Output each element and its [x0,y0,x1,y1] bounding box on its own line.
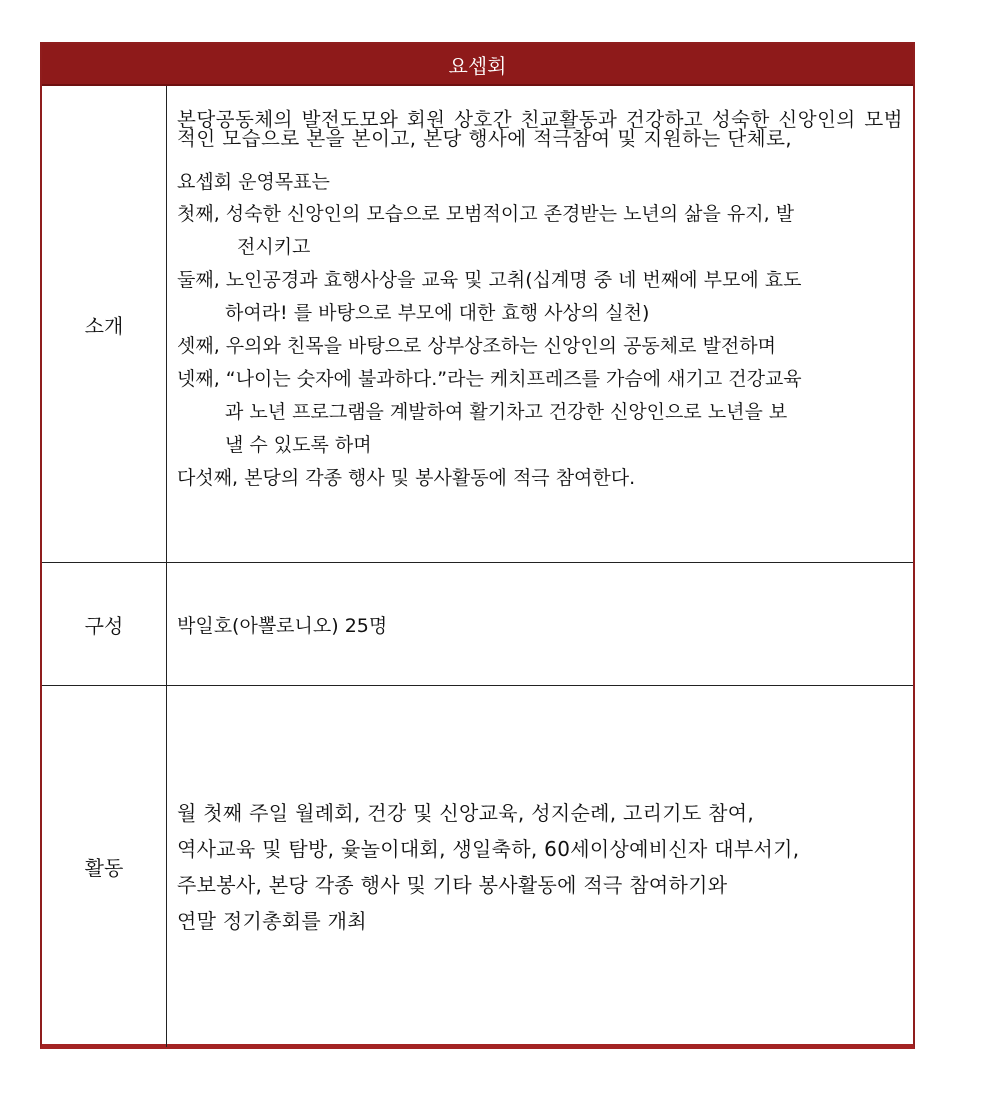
activity-line: 월 첫째 주일 월례회, 건강 및 신앙교육, 성지순례, 고리기도 참여, [177,800,755,825]
activities-row [42,685,913,1047]
goal-continuation: 전시키고 [237,236,311,258]
goal-item [177,330,903,363]
intro-row [42,86,913,562]
goal-text: 셋째, 우의와 친목을 바탕으로 상부상조하는 신앙인의 공동체로 발전하며 [177,335,776,357]
goal-text: 둘째, 노인공경과 효행사상을 교육 및 고취(십계명 중 네 번째에 부모에 효도 [177,269,802,291]
goal-item [177,198,903,264]
goal-item [177,264,903,330]
goal-continuation: 하여라! 를 바탕으로 부모에 대한 효행 사상의 실천) [225,302,650,324]
activities-wrap [177,686,903,1047]
goal-item [177,363,903,462]
goal-continuation: 과 노년 프로그램을 계발하여 활기차고 건강한 신앙인으로 노년을 보 [225,401,788,423]
activities-content [167,686,913,1047]
goal-continuation: 낼 수 있도록 하며 [225,434,372,456]
goal-text: 다섯째, 본당의 각종 행사 및 봉사활동에 적극 참여한다. [177,467,636,489]
table-header [42,44,913,86]
composition-text: 박일호(아뽈로니오) 25명 [177,614,388,637]
intro-content [167,86,913,562]
composition-row [42,562,913,685]
activity-line: 역사교육 및 탐방, 윷놀이대회, 생일축하, 60세이상예비신자 대부서기, [177,836,800,861]
composition-content [167,563,913,685]
intro-paragraph: 본당공동체의 발전도모와 회원 상호간 친교활동과 건강하고 성숙한 신앙인의 모범적인 모습으로 본을 본이고, 본당 행사에 적극참여 및 지원하는 단체로, [177,108,903,150]
intro-label: 소개 [42,86,167,562]
goal-text: 첫째, 성숙한 신앙인의 모습으로 모범적이고 존경받는 노년의 삶을 유지, 발 [177,203,795,225]
goal-item [177,462,903,495]
table-title: 요셉회 [448,53,507,78]
activity-line: 주보봉사, 본당 각종 행사 및 기타 봉사활동에 적극 참여하기와 [177,872,728,897]
activity-line: 연말 정기총회를 개최 [177,908,367,933]
goal-text: 넷째, “나이는 숫자에 불과하다.”라는 케치프레즈를 가슴에 새기고 건강교육 [177,368,802,390]
activities-label: 활동 [42,686,167,1047]
activities-text [177,795,799,939]
info-table [40,42,915,1049]
composition-label: 구성 [42,563,167,685]
goals-title: 요셉회 운영목표는 [177,171,330,193]
